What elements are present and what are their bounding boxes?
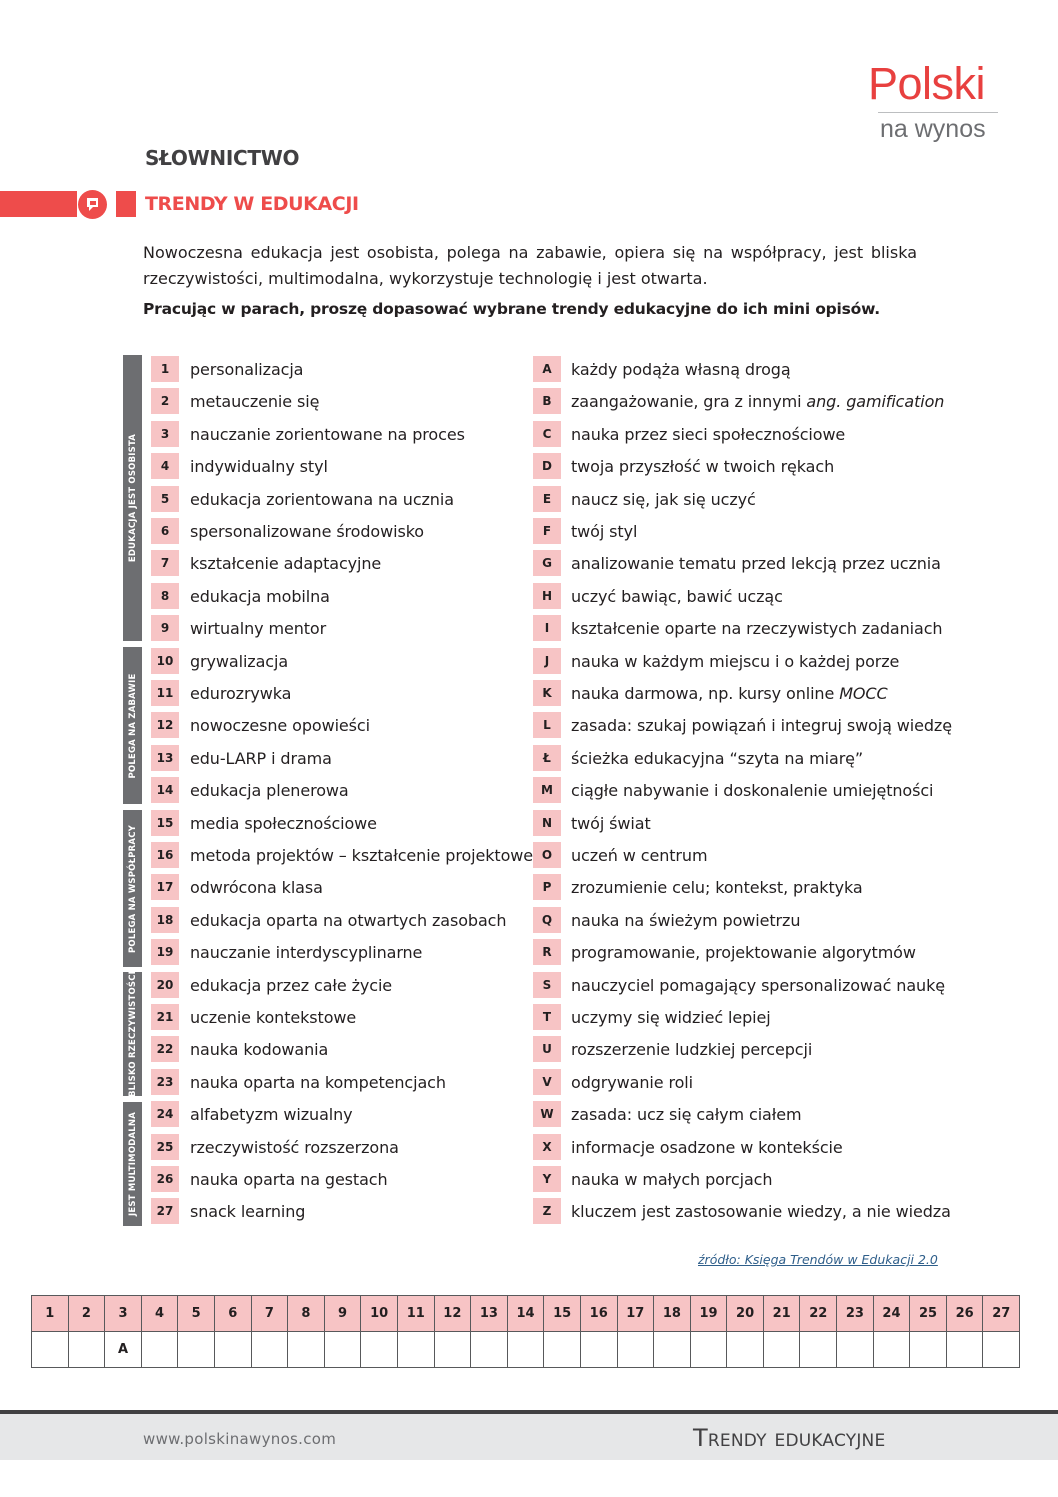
category-label: JEST MULTIMODALNA	[127, 1111, 138, 1217]
description-main: zasada: szukaj powiązań i integruj swoją wiedzę	[571, 715, 952, 735]
description-item	[533, 1134, 843, 1160]
description-main: każdy podąża własną drogą	[571, 359, 791, 379]
description-letter: Ł	[533, 745, 561, 771]
answer-header-cell: 19	[690, 1296, 727, 1332]
trend-item	[151, 453, 328, 479]
trend-number: 23	[151, 1069, 179, 1095]
trend-text: edukacja zorientowana na ucznia	[190, 489, 454, 509]
trend-item	[151, 1166, 388, 1192]
trend-item	[151, 939, 422, 965]
answer-header-cell: 13	[471, 1296, 508, 1332]
answer-cell[interactable]	[397, 1332, 434, 1368]
trend-number: 24	[151, 1101, 179, 1127]
description-item	[533, 356, 791, 382]
description-letter: M	[533, 777, 561, 803]
answer-header-cell: 17	[617, 1296, 654, 1332]
trend-number: 10	[151, 648, 179, 674]
description-text	[571, 911, 800, 930]
trend-item	[151, 486, 454, 512]
description-text	[571, 1170, 772, 1189]
category-bar	[123, 647, 142, 804]
answer-header-cell: 10	[361, 1296, 398, 1332]
trend-number: 26	[151, 1166, 179, 1192]
answer-header-cell: 3	[105, 1296, 142, 1332]
answer-cell[interactable]	[32, 1332, 69, 1368]
category-label: POLEGA NA ZABAWIE	[127, 672, 138, 779]
description-main: uczyć bawiąc, bawić ucząc	[571, 586, 783, 606]
trend-item	[151, 1198, 305, 1224]
description-item	[533, 1198, 951, 1224]
trend-number: 6	[151, 518, 179, 544]
trend-number: 17	[151, 874, 179, 900]
trend-text: wirtualny mentor	[190, 618, 327, 638]
category-label: BLISKO RZECZYWISTOŚCI	[127, 970, 138, 1098]
description-letter: E	[533, 486, 561, 512]
answer-header-cell: 20	[727, 1296, 764, 1332]
trend-text: odwrócona klasa	[190, 877, 323, 897]
answer-cell[interactable]	[141, 1332, 178, 1368]
trend-text: nauka oparta na gestach	[190, 1169, 388, 1189]
trend-number: 11	[151, 680, 179, 706]
description-text	[571, 1138, 843, 1157]
description-text	[571, 749, 863, 768]
description-letter: Z	[533, 1198, 561, 1224]
answer-cell[interactable]	[68, 1332, 105, 1368]
instruction: Pracując w parach, proszę dopasować wybrane trendy edukacyjne do ich mini opisów.	[143, 300, 880, 318]
accent-bar	[0, 191, 77, 217]
trend-item	[151, 550, 381, 576]
description-item	[533, 583, 783, 609]
answer-cell[interactable]	[910, 1332, 947, 1368]
description-text	[571, 587, 783, 606]
description-item	[533, 972, 945, 998]
description-item	[533, 842, 707, 868]
description-item	[533, 712, 952, 738]
description-main: ścieżka edukacyjna “szyta na miarę”	[571, 748, 864, 768]
description-item	[533, 550, 941, 576]
trend-number: 22	[151, 1036, 179, 1062]
answer-cell[interactable]	[800, 1332, 837, 1368]
description-main: nauka w małych porcjach	[571, 1169, 773, 1189]
description-text	[571, 1202, 951, 1221]
answer-input-row	[32, 1332, 1020, 1368]
answer-cell[interactable]	[361, 1332, 398, 1368]
trend-text: edukacja mobilna	[190, 586, 330, 606]
trend-number: 3	[151, 421, 179, 447]
answer-header-cell: 4	[141, 1296, 178, 1332]
description-main: kształcenie oparte na rzeczywistych zadaniach	[571, 618, 943, 638]
description-item	[533, 777, 933, 803]
description-main: informacje osadzone w kontekście	[571, 1137, 843, 1157]
trend-item	[151, 907, 506, 933]
description-letter: S	[533, 972, 561, 998]
trend-text: metauczenie się	[190, 391, 320, 411]
description-text	[571, 425, 845, 444]
trend-item	[151, 874, 323, 900]
answer-header-row	[32, 1296, 1020, 1332]
trend-text: edurozrywka	[190, 683, 292, 703]
trend-item	[151, 1134, 399, 1160]
speech-bubble-icon	[78, 190, 107, 219]
answer-cell[interactable]	[214, 1332, 251, 1368]
answer-header-cell: 24	[873, 1296, 910, 1332]
trend-item	[151, 1069, 446, 1095]
description-italic: MOCC	[839, 683, 888, 703]
trend-text: nauczanie zorientowane na proces	[190, 424, 465, 444]
answer-header-cell: 8	[288, 1296, 325, 1332]
trend-item	[151, 680, 291, 706]
trend-item	[151, 356, 303, 382]
description-item	[533, 939, 916, 965]
description-letter: P	[533, 874, 561, 900]
answer-header-cell: 9	[324, 1296, 361, 1332]
answer-cell[interactable]	[178, 1332, 215, 1368]
description-main: programowanie, projektowanie algorytmów	[571, 942, 916, 962]
trend-text: nowoczesne opowieści	[190, 715, 370, 735]
answer-header-cell: 26	[946, 1296, 983, 1332]
answer-cell[interactable]	[873, 1332, 910, 1368]
description-text	[571, 684, 888, 703]
answer-cell[interactable]	[580, 1332, 617, 1368]
description-letter: H	[533, 583, 561, 609]
answer-cell[interactable]	[324, 1332, 361, 1368]
trend-number: 13	[151, 745, 179, 771]
description-item	[533, 388, 944, 414]
description-text	[571, 522, 637, 541]
description-main: naucz się, jak się uczyć	[571, 489, 756, 509]
description-main: kluczem jest zastosowanie wiedzy, a nie wiedza	[571, 1201, 951, 1221]
description-item	[533, 518, 637, 544]
trend-text: rzeczywistość rozszerzona	[190, 1137, 399, 1157]
trend-item	[151, 842, 533, 868]
answer-header-cell: 15	[544, 1296, 581, 1332]
answer-grid	[31, 1295, 1020, 1368]
intro-paragraph: Nowoczesna edukacja jest osobista, polega na zabawie, opiera się na współpracy, jest bliska rzeczywistości, multimodalna, wykorzystuje technologię i jest otwarta.	[143, 243, 917, 288]
category-bar	[123, 1102, 142, 1226]
description-letter: G	[533, 550, 561, 576]
description-text	[571, 490, 756, 509]
description-letter: I	[533, 615, 561, 641]
description-main: nauka w każdym miejscu i o każdej porze	[571, 651, 900, 671]
description-item	[533, 1036, 812, 1062]
description-main: twój świat	[571, 813, 651, 833]
description-letter: R	[533, 939, 561, 965]
answer-header-cell: 23	[837, 1296, 874, 1332]
source-link[interactable]: źródło: Księga Trendów w Edukacji 2.0	[698, 1252, 938, 1267]
description-main: nauka darmowa, np. kursy online	[571, 683, 840, 703]
description-text	[571, 1105, 801, 1124]
description-item	[533, 680, 888, 706]
logo-subtitle: na wynos	[880, 115, 986, 143]
trend-text: alfabetyzm wizualny	[190, 1104, 353, 1124]
description-letter: W	[533, 1101, 561, 1127]
answer-cell[interactable]	[837, 1332, 874, 1368]
description-text	[571, 976, 945, 995]
answer-cell[interactable]	[544, 1332, 581, 1368]
description-letter: V	[533, 1069, 561, 1095]
description-main: zasada: ucz się całym ciałem	[571, 1104, 802, 1124]
answer-cell[interactable]: A	[105, 1332, 142, 1368]
trend-text: kształcenie adaptacyjne	[190, 553, 382, 573]
trend-number: 8	[151, 583, 179, 609]
trend-text: uczenie kontekstowe	[190, 1007, 357, 1027]
trend-item	[151, 1004, 356, 1030]
description-main: rozszerzenie ludzkiej percepcji	[571, 1039, 813, 1059]
answer-cell[interactable]	[983, 1332, 1020, 1368]
trend-text: nauczanie interdyscyplinarne	[190, 942, 423, 962]
description-letter: N	[533, 810, 561, 836]
trend-text: media społecznościowe	[190, 813, 377, 833]
trend-number: 16	[151, 842, 179, 868]
description-item	[533, 1166, 772, 1192]
description-item	[533, 421, 845, 447]
description-letter: Q	[533, 907, 561, 933]
description-item	[533, 810, 651, 836]
answer-header-cell: 22	[800, 1296, 837, 1332]
description-text	[571, 814, 651, 833]
answer-header-cell: 11	[397, 1296, 434, 1332]
trend-text: indywidualny styl	[190, 456, 328, 476]
description-item	[533, 615, 942, 641]
answer-header-cell: 25	[910, 1296, 947, 1332]
answer-header-cell: 16	[580, 1296, 617, 1332]
description-text	[571, 360, 791, 379]
answer-cell[interactable]	[288, 1332, 325, 1368]
description-main: twój styl	[571, 521, 638, 541]
description-main: zrozumienie celu; kontekst, praktyka	[571, 877, 863, 897]
logo-title: Polski	[868, 58, 986, 109]
description-main: analizowanie tematu przed lekcją przez ucznia	[571, 553, 941, 573]
trend-text: snack learning	[190, 1201, 306, 1221]
trend-text: edukacja plenerowa	[190, 780, 349, 800]
description-main: nauczyciel pomagający spersonalizować naukę	[571, 975, 945, 995]
description-item	[533, 1004, 771, 1030]
trend-item	[151, 712, 370, 738]
description-item	[533, 453, 834, 479]
description-text	[571, 943, 916, 962]
description-text	[571, 781, 933, 800]
description-letter: T	[533, 1004, 561, 1030]
description-letter: D	[533, 453, 561, 479]
trend-item	[151, 648, 288, 674]
trend-text: nauka kodowania	[190, 1039, 329, 1059]
trend-number: 12	[151, 712, 179, 738]
trend-number: 18	[151, 907, 179, 933]
description-item	[533, 1101, 801, 1127]
description-main: uczeń w centrum	[571, 845, 708, 865]
trend-item	[151, 777, 349, 803]
trend-item	[151, 1036, 328, 1062]
trend-item	[151, 810, 377, 836]
trend-item	[151, 583, 330, 609]
trend-item	[151, 745, 332, 771]
description-letter: Y	[533, 1166, 561, 1192]
trend-number: 9	[151, 615, 179, 641]
description-item	[533, 1069, 693, 1095]
answer-cell[interactable]	[763, 1332, 800, 1368]
answer-header-cell: 14	[507, 1296, 544, 1332]
answer-header-cell: 21	[763, 1296, 800, 1332]
trend-number: 25	[151, 1134, 179, 1160]
trend-text: personalizacja	[190, 359, 304, 379]
logo-divider	[878, 112, 998, 113]
description-main: odgrywanie roli	[571, 1072, 693, 1092]
description-letter: F	[533, 518, 561, 544]
trend-text: edu-LARP i drama	[190, 748, 332, 768]
answer-cell[interactable]	[617, 1332, 654, 1368]
footer-url[interactable]: www.polskinawynos.com	[143, 1430, 337, 1448]
footer-title: Trendy edukacyjne	[693, 1424, 886, 1452]
description-main: zaangażowanie, gra z innymi	[571, 391, 807, 411]
category-bar	[123, 972, 142, 1096]
answer-cell[interactable]	[690, 1332, 727, 1368]
description-text	[571, 1040, 812, 1059]
answer-cell[interactable]	[727, 1332, 764, 1368]
answer-header-cell: 1	[32, 1296, 69, 1332]
trend-number: 20	[151, 972, 179, 998]
answer-header-cell: 2	[68, 1296, 105, 1332]
trend-number: 7	[151, 550, 179, 576]
description-letter: J	[533, 648, 561, 674]
description-text	[571, 1073, 693, 1092]
answer-header-cell: 18	[654, 1296, 691, 1332]
trend-number: 14	[151, 777, 179, 803]
description-item	[533, 745, 863, 771]
section-title: SŁOWNICTWO	[145, 146, 300, 170]
description-letter: U	[533, 1036, 561, 1062]
trend-number: 4	[151, 453, 179, 479]
answer-cell[interactable]	[654, 1332, 691, 1368]
description-letter: X	[533, 1134, 561, 1160]
description-text	[571, 554, 941, 573]
trend-number: 1	[151, 356, 179, 382]
trend-text: nauka oparta na kompetencjach	[190, 1072, 446, 1092]
exercise-title: TRENDY W EDUKACJI	[145, 193, 359, 215]
answer-cell[interactable]	[946, 1332, 983, 1368]
trend-text: edukacja przez całe życie	[190, 975, 393, 995]
category-label: EDUKACJA JEST OSOBISTA	[127, 433, 138, 563]
category-label: POLEGA NA WSPÓŁPRACY	[127, 824, 138, 953]
answer-header-cell: 5	[178, 1296, 215, 1332]
description-item	[533, 907, 800, 933]
logo	[868, 58, 1008, 150]
trend-text: spersonalizowane środowisko	[190, 521, 424, 541]
trend-item	[151, 518, 424, 544]
description-main: uczymy się widzieć lepiej	[571, 1007, 771, 1027]
trend-item	[151, 972, 392, 998]
description-letter: B	[533, 388, 561, 414]
answer-cell[interactable]	[251, 1332, 288, 1368]
description-text	[571, 392, 944, 411]
description-main: nauka na świeżym powietrzu	[571, 910, 801, 930]
description-item	[533, 486, 756, 512]
trend-number: 2	[151, 388, 179, 414]
trend-text: edukacja oparta na otwartych zasobach	[190, 910, 507, 930]
trend-number: 5	[151, 486, 179, 512]
trend-number: 19	[151, 939, 179, 965]
accent-block	[116, 191, 136, 217]
answer-header-cell: 6	[214, 1296, 251, 1332]
description-text	[571, 846, 707, 865]
trend-number: 15	[151, 810, 179, 836]
description-text	[571, 878, 863, 897]
description-text	[571, 619, 942, 638]
answer-cell[interactable]	[507, 1332, 544, 1368]
category-bar	[123, 810, 142, 967]
trend-number: 27	[151, 1198, 179, 1224]
description-letter: O	[533, 842, 561, 868]
answer-header-cell: 12	[434, 1296, 471, 1332]
trend-number: 21	[151, 1004, 179, 1030]
description-text	[571, 457, 834, 476]
description-main: ciągłe nabywanie i doskonalenie umiejętności	[571, 780, 934, 800]
trend-text: metoda projektów – kształcenie projektowe	[190, 845, 533, 865]
description-item	[533, 874, 863, 900]
answer-header-cell: 27	[983, 1296, 1020, 1332]
answer-cell[interactable]	[471, 1332, 508, 1368]
description-letter: L	[533, 712, 561, 738]
description-text	[571, 716, 952, 735]
answer-cell[interactable]	[434, 1332, 471, 1368]
description-text	[571, 1008, 771, 1027]
description-item	[533, 648, 899, 674]
trend-text: grywalizacja	[190, 651, 289, 671]
trend-item	[151, 1101, 353, 1127]
answer-header-cell: 7	[251, 1296, 288, 1332]
description-letter: A	[533, 356, 561, 382]
description-italic: ang. gamification	[806, 391, 945, 411]
description-main: nauka przez sieci społecznościowe	[571, 424, 846, 444]
description-text	[571, 652, 899, 671]
trend-item	[151, 421, 465, 447]
description-letter: K	[533, 680, 561, 706]
trend-item	[151, 388, 319, 414]
category-bar	[123, 355, 142, 641]
description-main: twoja przyszłość w twoich rękach	[571, 456, 835, 476]
description-letter: C	[533, 421, 561, 447]
trend-item	[151, 615, 326, 641]
